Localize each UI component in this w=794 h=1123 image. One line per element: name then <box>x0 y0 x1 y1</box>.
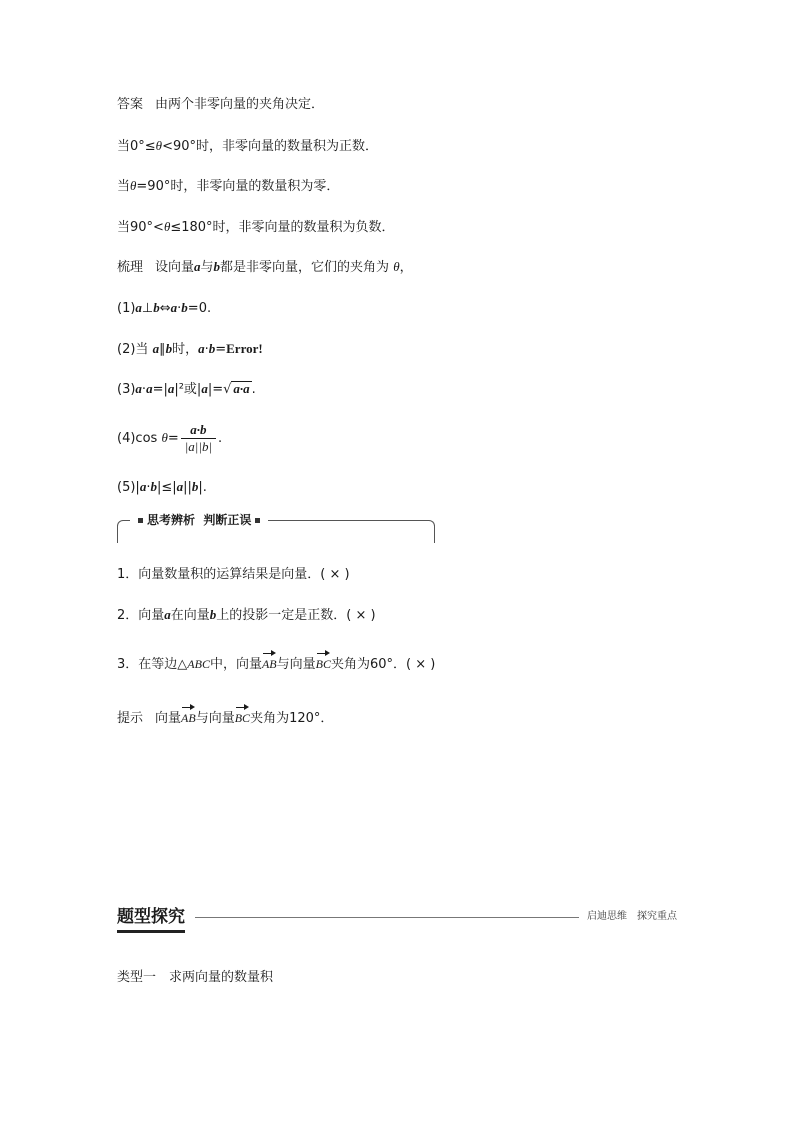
think-section-box <box>117 513 435 543</box>
answer-line <box>117 96 324 114</box>
item-number: (5) <box>117 480 136 495</box>
vector-a: a <box>170 300 178 315</box>
theta-symbol: θ <box>163 219 171 234</box>
property-2 <box>117 340 263 359</box>
vector-ab: AB <box>261 657 277 671</box>
vector-b: b <box>153 300 160 315</box>
answer-label: 答案 <box>117 97 144 112</box>
dot-symbol: · <box>146 480 151 495</box>
vector-a: a <box>176 479 184 494</box>
fraction-numerator: a·b <box>190 422 207 437</box>
think-title-2: 判断正误 <box>203 513 252 527</box>
summary-text: 都是非零向量，它们的夹角为 <box>220 260 390 275</box>
vector-a: a <box>146 381 153 396</box>
vector-a: a <box>139 479 147 494</box>
item-number: (4) <box>117 431 136 446</box>
item-text: |≤| <box>156 480 177 495</box>
summary-label: 梳理 <box>117 260 144 275</box>
square-text: |²或| <box>174 382 202 397</box>
case2-suffix: =90°时，非零向量的数量积为零． <box>136 179 340 194</box>
vector-a: a <box>201 381 208 396</box>
parallel-symbol: ∥ <box>159 342 166 357</box>
question-2 <box>117 606 376 625</box>
question-text: 2．向量 <box>117 608 165 623</box>
vector-bc: BC <box>315 657 331 671</box>
hint-line <box>117 709 333 728</box>
vector-a: a <box>198 341 205 356</box>
theta-symbol: θ <box>155 138 163 153</box>
fraction-denominator: |a||b| <box>181 438 216 455</box>
hint-text: 向量 <box>155 711 182 726</box>
theta-symbol: θ <box>393 259 400 274</box>
item-number: (3) <box>117 382 136 397</box>
question-text: 与向量 <box>276 657 316 672</box>
cos-text: cos <box>135 431 162 446</box>
vector-b: b <box>213 259 221 274</box>
think-section-title <box>130 511 268 529</box>
question-text: 中，向量 <box>209 657 262 672</box>
case1-prefix: 当0°≤ <box>117 139 156 154</box>
vector-a: a <box>135 381 142 396</box>
item-number: (2) <box>117 342 136 357</box>
question-3 <box>117 655 435 674</box>
period: . <box>251 382 256 397</box>
dot-symbol: · <box>177 301 182 316</box>
vector-b: b <box>191 479 199 494</box>
dot-symbol: · <box>141 382 147 397</box>
vector-a: a <box>167 381 175 396</box>
answer-case-negative <box>117 218 395 237</box>
answer-case-zero <box>117 177 339 196</box>
radicand: a·a <box>233 381 250 396</box>
case1-suffix: <90°时，非零向量的数量积为正数． <box>162 139 378 154</box>
equals-symbol: |= <box>207 382 224 397</box>
type-heading-text: 类型一 求两向量的数量积 <box>117 970 274 985</box>
equals-zero: =0. <box>187 301 212 316</box>
perp-symbol: ⊥ <box>141 301 154 316</box>
section-subtitle: 启迪思维 探究重点 <box>587 911 677 922</box>
type-1-heading <box>117 969 273 987</box>
question-text: 夹角为60°．( × ) <box>331 657 436 672</box>
equals-symbol: = <box>215 342 227 357</box>
summary-line <box>117 258 413 277</box>
vector-ab: AB <box>181 711 196 725</box>
property-3 <box>117 380 256 399</box>
case3-prefix: 当90°< <box>117 220 164 235</box>
section-header <box>117 905 677 935</box>
iff-symbol: ⇔ <box>159 301 171 316</box>
section-title: 题型探究 <box>117 905 185 933</box>
triangle-abc: ABC <box>187 657 210 671</box>
question-text: 上的投影一定是正数．( × ) <box>216 608 376 623</box>
question-1 <box>117 566 350 584</box>
summary-text: 与 <box>200 260 214 275</box>
section-divider <box>195 917 579 918</box>
vector-b: b <box>208 341 216 356</box>
item-text: 时， <box>172 342 199 357</box>
vector-bc: BC <box>234 711 251 725</box>
equals-symbol: = <box>167 431 179 446</box>
equals-symbol: =| <box>152 382 168 397</box>
square-bullet-icon <box>138 518 143 523</box>
case3-suffix: ≤180°时，非零向量的数量积为负数． <box>170 220 395 235</box>
vector-b: b <box>181 300 188 315</box>
period: . <box>218 431 223 446</box>
sqrt-sign: √ <box>223 382 232 397</box>
property-5 <box>117 478 207 497</box>
vector-a: a <box>135 300 142 315</box>
question-text: 1．向量数量积的运算结果是向量．( × ) <box>117 567 350 582</box>
item-number: (1) <box>117 301 136 316</box>
answer-case-positive <box>117 137 378 156</box>
vector-a: a <box>152 341 160 356</box>
item-text: |. <box>198 480 207 495</box>
hint-text: 夹角为120°． <box>250 711 334 726</box>
theta-symbol: θ <box>161 430 168 445</box>
vector-a: a <box>164 607 171 622</box>
hint-text: 与向量 <box>195 711 235 726</box>
property-4 <box>117 420 222 457</box>
hint-label: 提示 <box>117 711 144 726</box>
vector-b: b <box>150 479 157 494</box>
question-text: 3．在等边△ <box>117 657 188 672</box>
vector-b: b <box>165 341 173 356</box>
square-bullet-icon <box>255 518 260 523</box>
dot-symbol: · <box>204 342 209 357</box>
summary-text: 设向量 <box>155 260 195 275</box>
vector-a: a <box>194 259 201 274</box>
item-text: | <box>135 480 140 495</box>
summary-text: ， <box>399 260 413 275</box>
answer-text: 由两个非零向量的夹角决定． <box>155 97 325 112</box>
vector-b: b <box>209 607 217 622</box>
fraction <box>181 422 216 455</box>
item-text: 当 <box>135 342 149 357</box>
error-text: Error! <box>226 341 263 356</box>
item-text: || <box>183 480 192 495</box>
question-text: 在向量 <box>170 608 210 623</box>
property-1 <box>117 299 211 318</box>
case2-prefix: 当 <box>117 179 131 194</box>
think-title-1: 思考辨析 <box>147 513 196 527</box>
theta-symbol: θ <box>130 178 137 193</box>
